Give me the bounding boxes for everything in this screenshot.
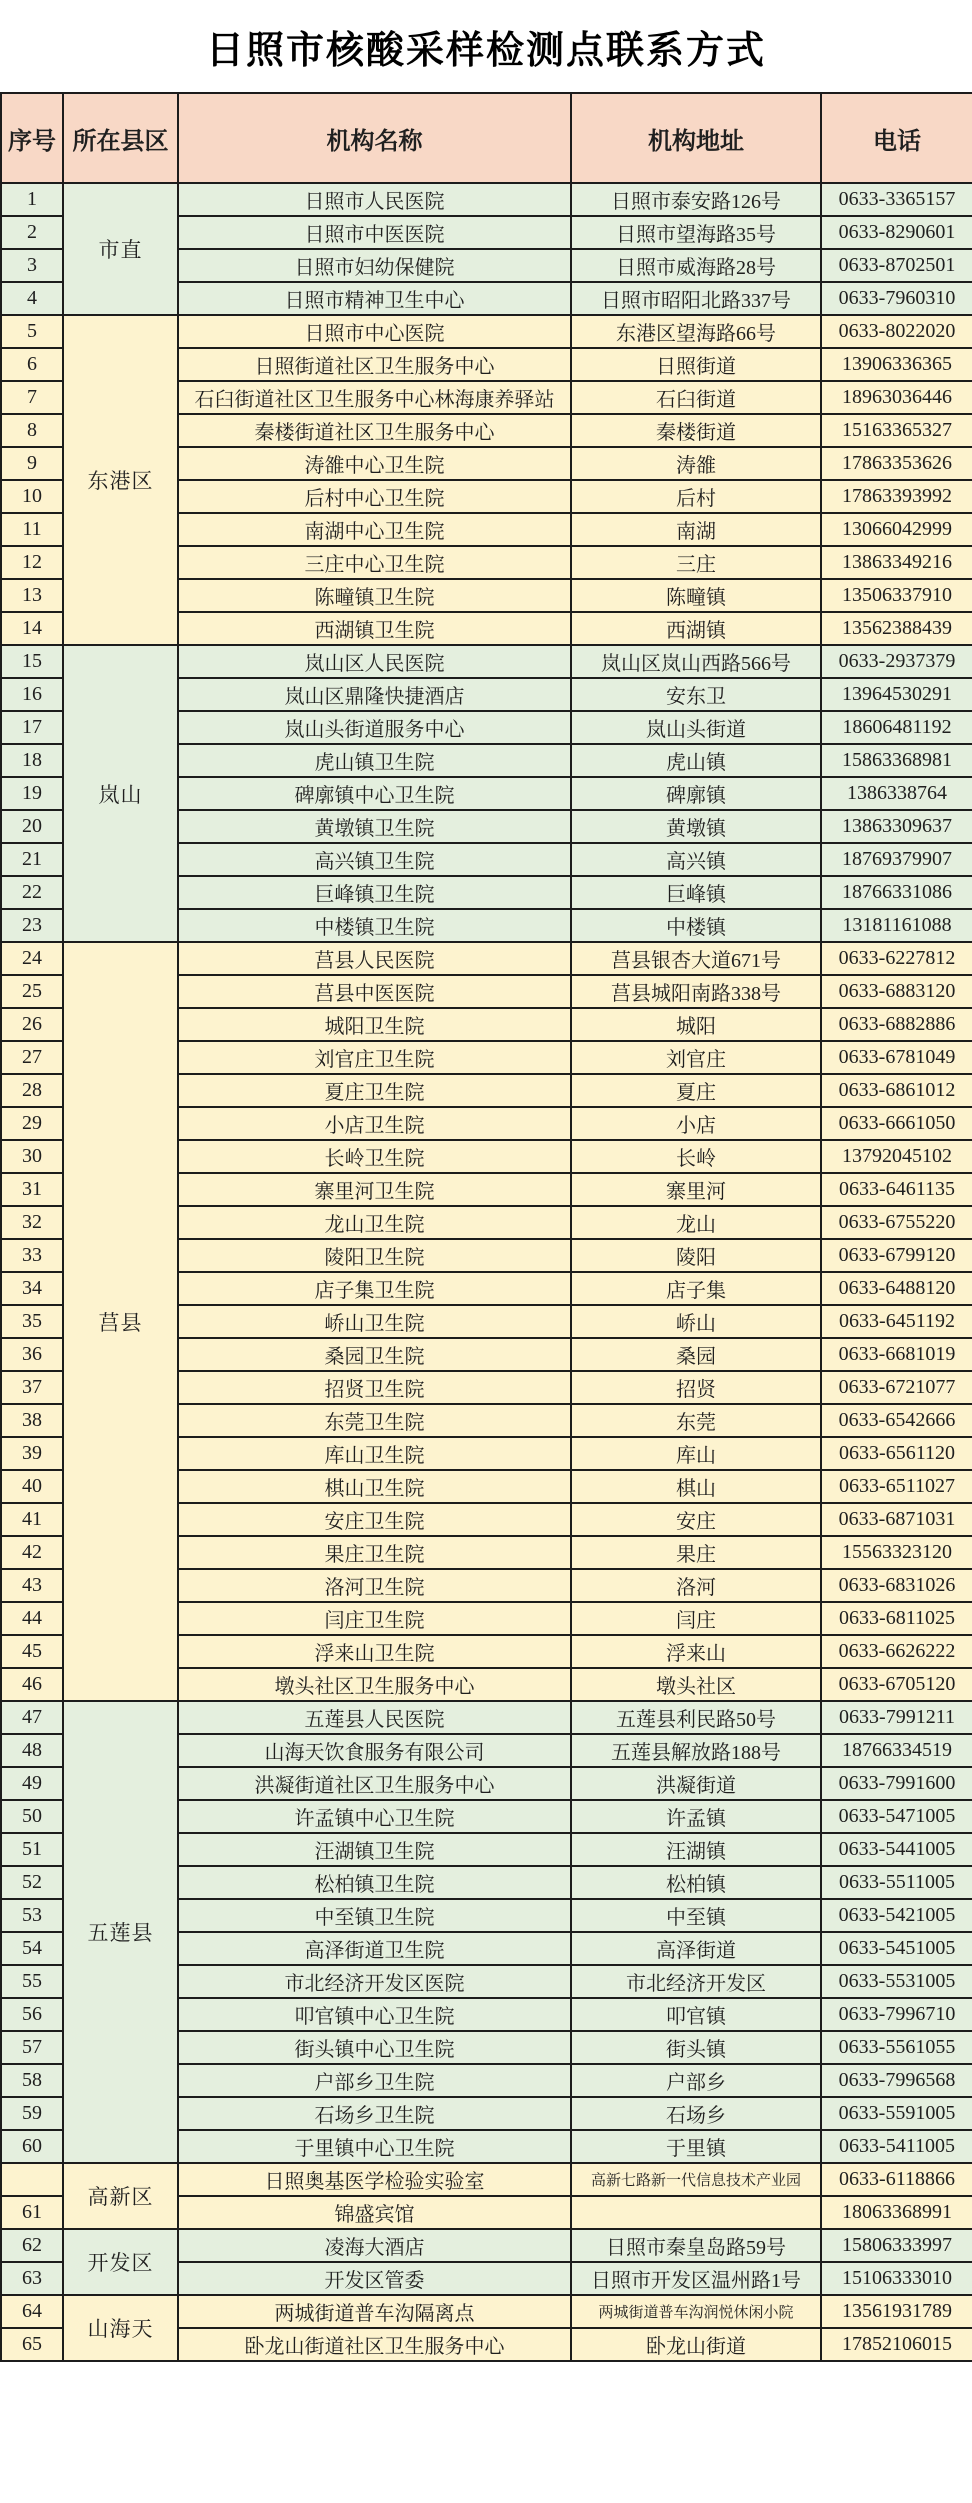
cell-phone: 1386338764	[821, 777, 972, 810]
cell-seq: 43	[1, 1569, 63, 1602]
cell-phone: 0633-6705120	[821, 1668, 972, 1701]
cell-phone: 13906336365	[821, 348, 972, 381]
cell-phone: 0633-6883120	[821, 975, 972, 1008]
cell-address: 两城街道普车沟润悦休闲小院	[571, 2295, 821, 2328]
cell-address: 秦楼街道	[571, 414, 821, 447]
cell-address: 闫庄	[571, 1602, 821, 1635]
cell-phone: 13181161088	[821, 909, 972, 942]
cell-seq: 63	[1, 2262, 63, 2295]
cell-address: 汪湖镇	[571, 1833, 821, 1866]
cell-address: 城阳	[571, 1008, 821, 1041]
cell-district: 东港区	[63, 315, 178, 645]
cell-address: 户部乡	[571, 2064, 821, 2097]
cell-phone: 15163365327	[821, 414, 972, 447]
cell-institution-name: 日照市人民医院	[178, 183, 571, 216]
cell-phone: 0633-6755220	[821, 1206, 972, 1239]
cell-institution-name: 日照市中心医院	[178, 315, 571, 348]
cell-institution-name: 日照市中医医院	[178, 216, 571, 249]
cell-phone: 0633-6488120	[821, 1272, 972, 1305]
cell-institution-name: 碑廓镇中心卫生院	[178, 777, 571, 810]
cell-phone: 0633-5591005	[821, 2097, 972, 2130]
cell-phone: 0633-6831026	[821, 1569, 972, 1602]
page-title: 日照市核酸采样检测点联系方式	[205, 29, 766, 72]
cell-address: 于里镇	[571, 2130, 821, 2163]
cell-phone: 0633-7991600	[821, 1767, 972, 1800]
cell-institution-name: 市北经济开发区医院	[178, 1965, 571, 1998]
cell-institution-name: 长岭卫生院	[178, 1140, 571, 1173]
cell-seq: 47	[1, 1701, 63, 1734]
cell-phone: 13066042999	[821, 513, 972, 546]
cell-institution-name: 虎山镇卫生院	[178, 744, 571, 777]
cell-address: 日照市泰安路126号	[571, 183, 821, 216]
cell-institution-name: 高兴镇卫生院	[178, 843, 571, 876]
cell-phone: 0633-8290601	[821, 216, 972, 249]
cell-phone: 15863368981	[821, 744, 972, 777]
cell-address: 叩官镇	[571, 1998, 821, 2031]
cell-institution-name: 中楼镇卫生院	[178, 909, 571, 942]
cell-institution-name: 汪湖镇卫生院	[178, 1833, 571, 1866]
cell-institution-name: 寨里河卫生院	[178, 1173, 571, 1206]
cell-seq: 25	[1, 975, 63, 1008]
cell-phone: 13863349216	[821, 546, 972, 579]
cell-seq: 50	[1, 1800, 63, 1833]
cell-institution-name: 日照奥基医学检验实验室	[178, 2163, 571, 2196]
cell-phone: 0633-6661050	[821, 1107, 972, 1140]
cell-phone: 13506337910	[821, 579, 972, 612]
column-header-seq: 序号	[1, 93, 63, 183]
cell-institution-name: 石臼街道社区卫生服务中心林海康养驿站	[178, 381, 571, 414]
cell-address: 安东卫	[571, 678, 821, 711]
cell-phone: 0633-5451005	[821, 1932, 972, 1965]
cell-institution-name: 莒县中医医院	[178, 975, 571, 1008]
cell-institution-name: 日照街道社区卫生服务中心	[178, 348, 571, 381]
cell-seq: 58	[1, 2064, 63, 2097]
cell-address: 东港区望海路66号	[571, 315, 821, 348]
cell-address: 峤山	[571, 1305, 821, 1338]
cell-seq: 20	[1, 810, 63, 843]
cell-seq: 39	[1, 1437, 63, 1470]
cell-phone: 0633-5531005	[821, 1965, 972, 1998]
table-row	[1, 2163, 972, 2196]
cell-address: 刘官庄	[571, 1041, 821, 1074]
cell-seq: 36	[1, 1338, 63, 1371]
cell-institution-name: 城阳卫生院	[178, 1008, 571, 1041]
cell-institution-name: 黄墩镇卫生院	[178, 810, 571, 843]
table-row	[1, 315, 972, 348]
cell-seq: 29	[1, 1107, 63, 1140]
cell-address: 寨里河	[571, 1173, 821, 1206]
cell-address: 洪凝街道	[571, 1767, 821, 1800]
cell-seq: 52	[1, 1866, 63, 1899]
cell-institution-name: 小店卫生院	[178, 1107, 571, 1140]
cell-address: 中至镇	[571, 1899, 821, 1932]
cell-seq: 48	[1, 1734, 63, 1767]
cell-institution-name: 中至镇卫生院	[178, 1899, 571, 1932]
cell-phone: 18766331086	[821, 876, 972, 909]
cell-address: 高新七路新一代信息技术产业园	[571, 2163, 821, 2196]
cell-address: 果庄	[571, 1536, 821, 1569]
cell-phone: 0633-2937379	[821, 645, 972, 678]
cell-address: 松柏镇	[571, 1866, 821, 1899]
cell-district: 市直	[63, 183, 178, 315]
cell-address: 莒县城阳南路338号	[571, 975, 821, 1008]
table-body	[1, 183, 972, 2361]
cell-seq: 62	[1, 2229, 63, 2262]
column-header-phone: 电话	[821, 93, 972, 183]
cell-institution-name: 三庄中心卫生院	[178, 546, 571, 579]
cell-seq: 65	[1, 2328, 63, 2361]
cell-seq: 21	[1, 843, 63, 876]
cell-seq: 27	[1, 1041, 63, 1074]
cell-seq: 35	[1, 1305, 63, 1338]
cell-institution-name: 浮来山卫生院	[178, 1635, 571, 1668]
cell-address: 小店	[571, 1107, 821, 1140]
cell-phone: 13863309637	[821, 810, 972, 843]
cell-phone: 0633-5411005	[821, 2130, 972, 2163]
cell-phone: 0633-8022020	[821, 315, 972, 348]
cell-address: 巨峰镇	[571, 876, 821, 909]
cell-phone: 0633-3365157	[821, 183, 972, 216]
cell-phone: 0633-7991211	[821, 1701, 972, 1734]
cell-seq: 9	[1, 447, 63, 480]
cell-address: 库山	[571, 1437, 821, 1470]
cell-phone: 18766334519	[821, 1734, 972, 1767]
cell-institution-name: 陈疃镇卫生院	[178, 579, 571, 612]
cell-seq: 26	[1, 1008, 63, 1041]
cell-address: 岚山头街道	[571, 711, 821, 744]
cell-institution-name: 峤山卫生院	[178, 1305, 571, 1338]
cell-institution-name: 户部乡卫生院	[178, 2064, 571, 2097]
cell-institution-name: 墩头社区卫生服务中心	[178, 1668, 571, 1701]
cell-phone: 0633-5511005	[821, 1866, 972, 1899]
cell-seq: 22	[1, 876, 63, 909]
cell-institution-name: 刘官庄卫生院	[178, 1041, 571, 1074]
contact-table	[0, 92, 972, 2362]
title-bar	[0, 0, 972, 92]
cell-institution-name: 岚山头街道服务中心	[178, 711, 571, 744]
cell-seq: 64	[1, 2295, 63, 2328]
cell-district: 五莲县	[63, 1701, 178, 2163]
cell-phone: 0633-6118866	[821, 2163, 972, 2196]
cell-institution-name: 卧龙山街道社区卫生服务中心	[178, 2328, 571, 2361]
cell-institution-name: 莒县人民医院	[178, 942, 571, 975]
cell-address: 店子集	[571, 1272, 821, 1305]
cell-phone: 0633-6542666	[821, 1404, 972, 1437]
cell-institution-name: 后村中心卫生院	[178, 480, 571, 513]
cell-institution-name: 日照市妇幼保健院	[178, 249, 571, 282]
cell-institution-name: 南湖中心卫生院	[178, 513, 571, 546]
cell-seq: 16	[1, 678, 63, 711]
cell-phone: 13562388439	[821, 612, 972, 645]
cell-institution-name: 叩官镇中心卫生院	[178, 1998, 571, 2031]
cell-institution-name: 锦盛宾馆	[178, 2196, 571, 2229]
cell-seq: 56	[1, 1998, 63, 2031]
cell-address: 棋山	[571, 1470, 821, 1503]
table-header	[1, 93, 972, 183]
cell-seq: 18	[1, 744, 63, 777]
cell-address: 莒县银杏大道671号	[571, 942, 821, 975]
cell-phone: 15563323120	[821, 1536, 972, 1569]
cell-phone: 0633-6861012	[821, 1074, 972, 1107]
cell-phone: 0633-6227812	[821, 942, 972, 975]
cell-address: 浮来山	[571, 1635, 821, 1668]
cell-address: 高兴镇	[571, 843, 821, 876]
column-header-address: 机构地址	[571, 93, 821, 183]
cell-institution-name: 洛河卫生院	[178, 1569, 571, 1602]
table-row	[1, 183, 972, 216]
cell-phone: 0633-5471005	[821, 1800, 972, 1833]
cell-address: 日照市昭阳北路337号	[571, 282, 821, 315]
cell-district: 山海天	[63, 2295, 178, 2361]
cell-address: 日照市开发区温州路1号	[571, 2262, 821, 2295]
cell-address: 陈疃镇	[571, 579, 821, 612]
cell-seq: 34	[1, 1272, 63, 1305]
cell-phone: 0633-6882886	[821, 1008, 972, 1041]
cell-seq: 13	[1, 579, 63, 612]
cell-seq: 3	[1, 249, 63, 282]
cell-seq: 44	[1, 1602, 63, 1635]
cell-phone: 13792045102	[821, 1140, 972, 1173]
cell-address: 黄墩镇	[571, 810, 821, 843]
cell-institution-name: 五莲县人民医院	[178, 1701, 571, 1734]
cell-seq: 32	[1, 1206, 63, 1239]
cell-phone: 17852106015	[821, 2328, 972, 2361]
cell-address	[571, 2196, 821, 2229]
cell-seq	[1, 2163, 63, 2196]
cell-seq: 14	[1, 612, 63, 645]
cell-address: 日照市秦皇岛路59号	[571, 2229, 821, 2262]
cell-address: 长岭	[571, 1140, 821, 1173]
cell-seq: 40	[1, 1470, 63, 1503]
cell-seq: 54	[1, 1932, 63, 1965]
cell-seq: 30	[1, 1140, 63, 1173]
cell-address: 涛雒	[571, 447, 821, 480]
cell-institution-name: 山海天饮食服务有限公司	[178, 1734, 571, 1767]
cell-seq: 49	[1, 1767, 63, 1800]
cell-phone: 17863353626	[821, 447, 972, 480]
cell-address: 街头镇	[571, 2031, 821, 2064]
cell-seq: 23	[1, 909, 63, 942]
cell-seq: 15	[1, 645, 63, 678]
cell-institution-name: 店子集卫生院	[178, 1272, 571, 1305]
cell-phone: 0633-6811025	[821, 1602, 972, 1635]
cell-institution-name: 库山卫生院	[178, 1437, 571, 1470]
cell-institution-name: 巨峰镇卫生院	[178, 876, 571, 909]
cell-institution-name: 夏庄卫生院	[178, 1074, 571, 1107]
cell-phone: 0633-6721077	[821, 1371, 972, 1404]
cell-phone: 0633-6461135	[821, 1173, 972, 1206]
cell-phone: 18963036446	[821, 381, 972, 414]
cell-institution-name: 安庄卫生院	[178, 1503, 571, 1536]
cell-seq: 51	[1, 1833, 63, 1866]
cell-address: 五莲县解放路188号	[571, 1734, 821, 1767]
cell-phone: 0633-6681019	[821, 1338, 972, 1371]
cell-address: 石臼街道	[571, 381, 821, 414]
cell-address: 夏庄	[571, 1074, 821, 1107]
cell-district: 岚山	[63, 645, 178, 942]
cell-address: 招贤	[571, 1371, 821, 1404]
cell-address: 虎山镇	[571, 744, 821, 777]
table-row	[1, 1701, 972, 1734]
cell-phone: 0633-6626222	[821, 1635, 972, 1668]
cell-phone: 0633-7996568	[821, 2064, 972, 2097]
cell-address: 市北经济开发区	[571, 1965, 821, 1998]
cell-institution-name: 洪凝街道社区卫生服务中心	[178, 1767, 571, 1800]
cell-seq: 5	[1, 315, 63, 348]
cell-address: 石场乡	[571, 2097, 821, 2130]
cell-seq: 10	[1, 480, 63, 513]
cell-phone: 0633-5421005	[821, 1899, 972, 1932]
cell-seq: 8	[1, 414, 63, 447]
cell-phone: 0633-7996710	[821, 1998, 972, 2031]
cell-seq: 4	[1, 282, 63, 315]
cell-address: 陵阳	[571, 1239, 821, 1272]
table-row	[1, 942, 972, 975]
cell-address: 安庄	[571, 1503, 821, 1536]
cell-institution-name: 桑园卫生院	[178, 1338, 571, 1371]
table-row	[1, 2229, 972, 2262]
cell-institution-name: 棋山卫生院	[178, 1470, 571, 1503]
cell-address: 日照市威海路28号	[571, 249, 821, 282]
cell-seq: 53	[1, 1899, 63, 1932]
cell-seq: 61	[1, 2196, 63, 2229]
cell-seq: 45	[1, 1635, 63, 1668]
cell-phone: 18769379907	[821, 843, 972, 876]
cell-seq: 19	[1, 777, 63, 810]
cell-institution-name: 涛雒中心卫生院	[178, 447, 571, 480]
cell-address: 西湖镇	[571, 612, 821, 645]
cell-seq: 37	[1, 1371, 63, 1404]
cell-seq: 33	[1, 1239, 63, 1272]
cell-seq: 41	[1, 1503, 63, 1536]
cell-seq: 7	[1, 381, 63, 414]
cell-phone: 0633-5441005	[821, 1833, 972, 1866]
cell-institution-name: 日照市精神卫生中心	[178, 282, 571, 315]
cell-address: 五莲县利民路50号	[571, 1701, 821, 1734]
cell-seq: 31	[1, 1173, 63, 1206]
cell-phone: 13964530291	[821, 678, 972, 711]
column-header-district: 所在县区	[63, 93, 178, 183]
cell-phone: 17863393992	[821, 480, 972, 513]
cell-seq: 59	[1, 2097, 63, 2130]
cell-address: 卧龙山街道	[571, 2328, 821, 2361]
cell-address: 高泽街道	[571, 1932, 821, 1965]
cell-phone: 0633-7960310	[821, 282, 972, 315]
cell-phone: 0633-6451192	[821, 1305, 972, 1338]
cell-institution-name: 于里镇中心卫生院	[178, 2130, 571, 2163]
cell-institution-name: 龙山卫生院	[178, 1206, 571, 1239]
cell-address: 洛河	[571, 1569, 821, 1602]
cell-address: 龙山	[571, 1206, 821, 1239]
cell-address: 日照市望海路35号	[571, 216, 821, 249]
table-row	[1, 2295, 972, 2328]
cell-address: 碑廓镇	[571, 777, 821, 810]
cell-seq: 12	[1, 546, 63, 579]
cell-institution-name: 果庄卫生院	[178, 1536, 571, 1569]
cell-institution-name: 东莞卫生院	[178, 1404, 571, 1437]
cell-phone: 0633-8702501	[821, 249, 972, 282]
cell-phone: 0633-6561120	[821, 1437, 972, 1470]
cell-seq: 28	[1, 1074, 63, 1107]
cell-seq: 42	[1, 1536, 63, 1569]
cell-address: 后村	[571, 480, 821, 513]
cell-institution-name: 松柏镇卫生院	[178, 1866, 571, 1899]
cell-address: 日照街道	[571, 348, 821, 381]
cell-institution-name: 招贤卫生院	[178, 1371, 571, 1404]
cell-institution-name: 秦楼街道社区卫生服务中心	[178, 414, 571, 447]
cell-seq: 57	[1, 2031, 63, 2064]
cell-phone: 15106333010	[821, 2262, 972, 2295]
cell-seq: 2	[1, 216, 63, 249]
cell-address: 东莞	[571, 1404, 821, 1437]
cell-district: 莒县	[63, 942, 178, 1701]
cell-institution-name: 岚山区人民医院	[178, 645, 571, 678]
cell-address: 岚山区岚山西路566号	[571, 645, 821, 678]
column-header-institution-name: 机构名称	[178, 93, 571, 183]
cell-seq: 46	[1, 1668, 63, 1701]
cell-phone: 0633-6799120	[821, 1239, 972, 1272]
cell-address: 三庄	[571, 546, 821, 579]
cell-seq: 55	[1, 1965, 63, 1998]
cell-seq: 17	[1, 711, 63, 744]
cell-address: 桑园	[571, 1338, 821, 1371]
cell-institution-name: 西湖镇卫生院	[178, 612, 571, 645]
cell-phone: 18606481192	[821, 711, 972, 744]
cell-seq: 11	[1, 513, 63, 546]
cell-institution-name: 岚山区鼎隆快捷酒店	[178, 678, 571, 711]
cell-district: 开发区	[63, 2229, 178, 2295]
cell-institution-name: 街头镇中心卫生院	[178, 2031, 571, 2064]
cell-institution-name: 许孟镇中心卫生院	[178, 1800, 571, 1833]
cell-institution-name: 陵阳卫生院	[178, 1239, 571, 1272]
cell-phone: 18063368991	[821, 2196, 972, 2229]
cell-seq: 6	[1, 348, 63, 381]
cell-phone: 15806333997	[821, 2229, 972, 2262]
cell-seq: 60	[1, 2130, 63, 2163]
cell-address: 南湖	[571, 513, 821, 546]
cell-institution-name: 闫庄卫生院	[178, 1602, 571, 1635]
cell-institution-name: 两城街道普车沟隔离点	[178, 2295, 571, 2328]
cell-seq: 24	[1, 942, 63, 975]
cell-institution-name: 开发区管委	[178, 2262, 571, 2295]
header-row	[1, 93, 972, 183]
cell-phone: 0633-6781049	[821, 1041, 972, 1074]
cell-address: 中楼镇	[571, 909, 821, 942]
cell-seq: 38	[1, 1404, 63, 1437]
cell-institution-name: 凌海大酒店	[178, 2229, 571, 2262]
cell-phone: 0633-6871031	[821, 1503, 972, 1536]
cell-institution-name: 石场乡卫生院	[178, 2097, 571, 2130]
cell-phone: 13561931789	[821, 2295, 972, 2328]
table-row	[1, 645, 972, 678]
cell-district: 高新区	[63, 2163, 178, 2229]
cell-phone: 0633-6511027	[821, 1470, 972, 1503]
cell-seq: 1	[1, 183, 63, 216]
cell-institution-name: 高泽街道卫生院	[178, 1932, 571, 1965]
cell-address: 墩头社区	[571, 1668, 821, 1701]
cell-address: 许孟镇	[571, 1800, 821, 1833]
cell-phone: 0633-5561055	[821, 2031, 972, 2064]
